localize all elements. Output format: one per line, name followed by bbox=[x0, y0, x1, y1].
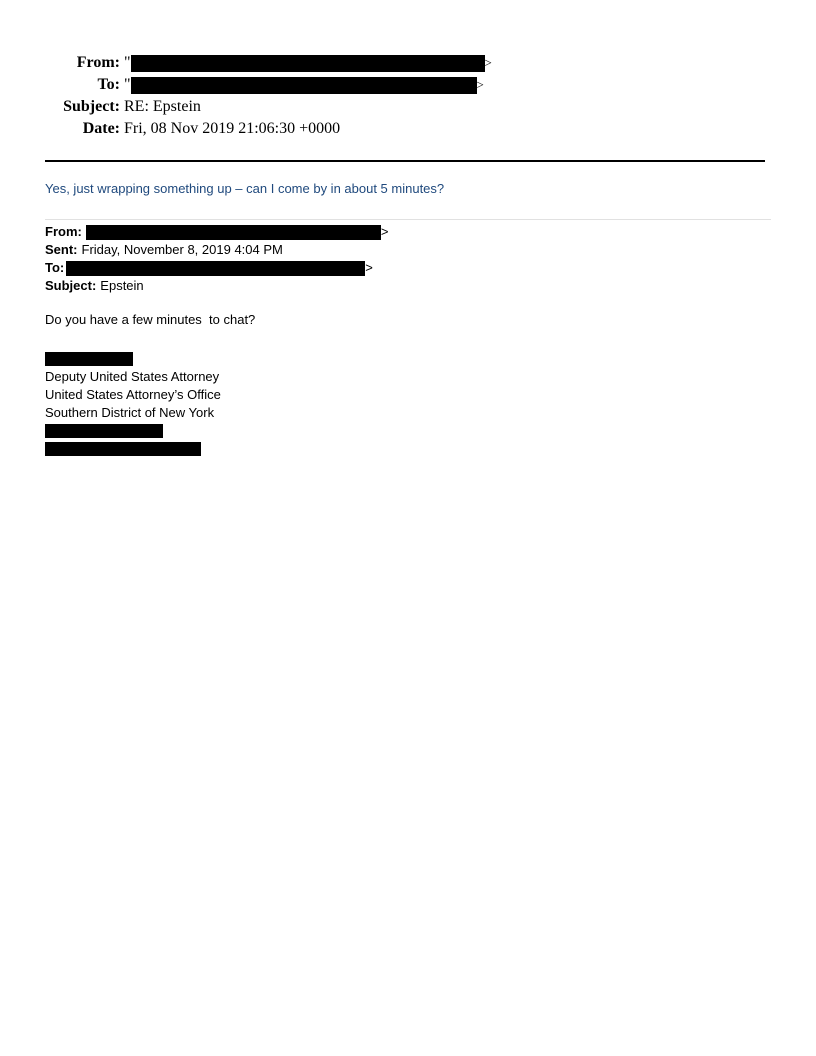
orig-from-suffix: > bbox=[380, 224, 389, 239]
orig-sent-value: Friday, November 8, 2019 4:04 PM bbox=[81, 242, 283, 257]
to-label: To: bbox=[97, 76, 120, 93]
date-label: Date: bbox=[82, 120, 120, 137]
redaction-box bbox=[86, 225, 381, 240]
header-from-row bbox=[40, 52, 492, 74]
subject-value: RE: Epstein bbox=[124, 98, 201, 115]
header-to-row bbox=[40, 74, 492, 96]
to-suffix: > bbox=[476, 77, 484, 92]
quote-divider bbox=[45, 219, 771, 220]
redaction-box bbox=[131, 55, 485, 72]
orig-subject-label: Subject: bbox=[45, 278, 97, 293]
signature-office: United States Attorney’s Office bbox=[45, 387, 221, 402]
header-date-row bbox=[40, 118, 492, 140]
from-label: From: bbox=[76, 54, 120, 71]
header-divider bbox=[45, 160, 765, 162]
reply-text: Yes, just wrapping something up – can I come by in about 5 minutes? bbox=[45, 181, 445, 196]
date-value: Fri, 08 Nov 2019 21:06:30 +0000 bbox=[124, 120, 341, 137]
redaction-box bbox=[66, 261, 365, 276]
signature-district: Southern District of New York bbox=[45, 405, 215, 420]
redaction-box bbox=[45, 442, 201, 456]
orig-from-label: From: bbox=[45, 224, 82, 239]
signature-email-redacted bbox=[45, 440, 221, 458]
to-quote: " bbox=[124, 76, 131, 93]
message-body: Do you have a few minutes to chat? bbox=[45, 312, 256, 327]
from-suffix: > bbox=[484, 55, 492, 70]
original-message-header bbox=[45, 223, 388, 295]
signature-block bbox=[45, 350, 221, 458]
signature-name-redacted bbox=[45, 350, 221, 368]
email-header bbox=[40, 52, 492, 140]
redaction-box bbox=[45, 424, 163, 438]
orig-subject-row bbox=[45, 277, 388, 295]
orig-to-row bbox=[45, 259, 388, 277]
signature-title: Deputy United States Attorney bbox=[45, 369, 220, 384]
orig-subject-value: Epstein bbox=[100, 278, 144, 293]
signature-phone-redacted bbox=[45, 422, 221, 440]
redaction-box bbox=[45, 352, 133, 366]
orig-from-row bbox=[45, 223, 388, 241]
orig-sent-row bbox=[45, 241, 388, 259]
redaction-box bbox=[131, 77, 477, 94]
orig-to-label: To: bbox=[45, 260, 65, 275]
header-subject-row bbox=[40, 96, 492, 118]
orig-to-suffix: > bbox=[365, 260, 373, 275]
orig-sent-label: Sent: bbox=[45, 242, 78, 257]
subject-label: Subject: bbox=[63, 98, 120, 115]
from-quote: " bbox=[124, 54, 131, 71]
